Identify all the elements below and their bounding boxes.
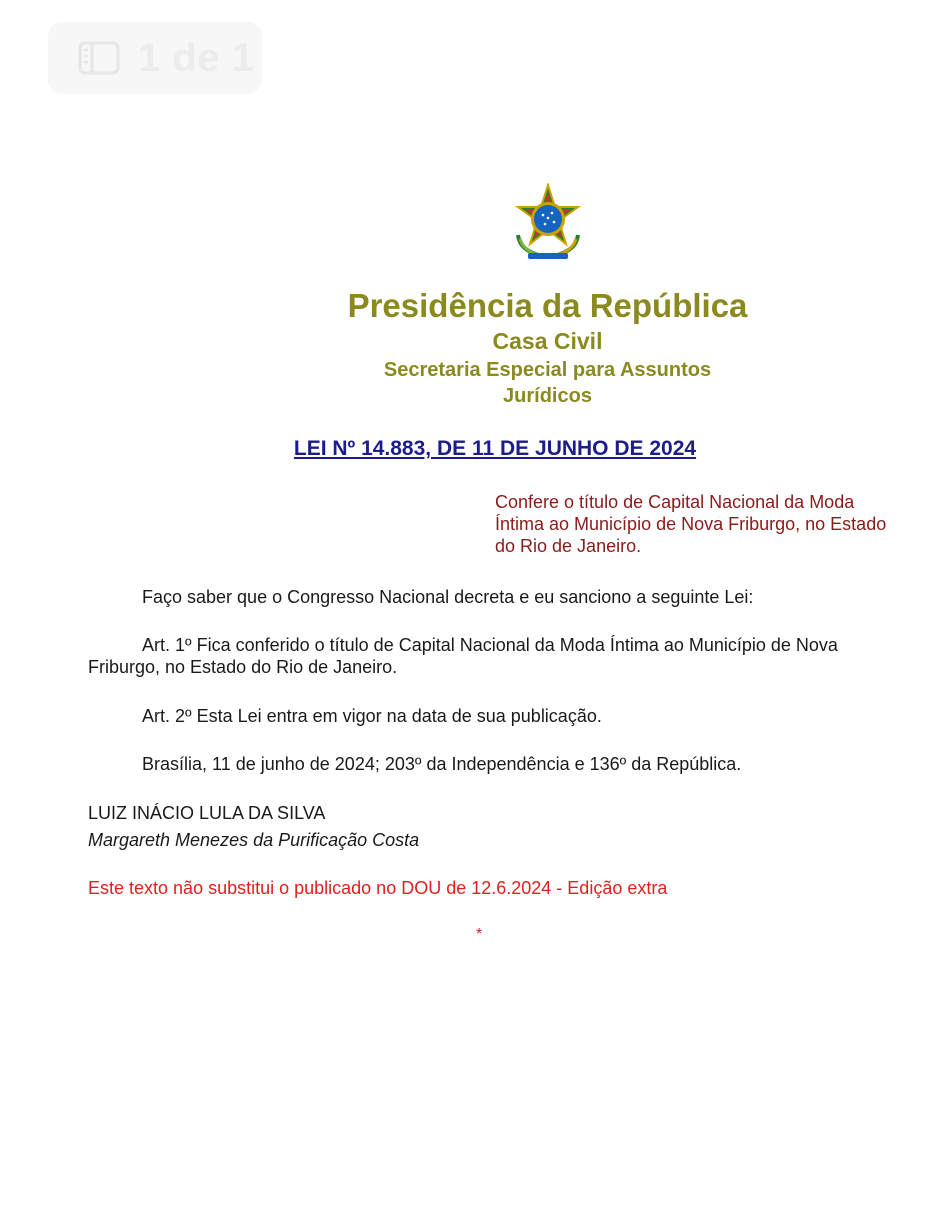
footer-asterisk: *	[476, 926, 483, 943]
presidencia-heading: Presidência da República	[347, 287, 748, 324]
dou-notice: Este texto não substitui o publicado no DOU de 12.6.2024 - Edição extra	[88, 878, 668, 898]
place-date-paragraph: Brasília, 11 de junho de 2024; 203º da Independência e 136º da República.	[142, 754, 742, 774]
header-block	[300, 286, 795, 409]
law-ementa: Confere o título de Capital Nacional da Moda Íntima ao Município de Nova Friburgo, no Estado do Rio de Janeiro.	[495, 492, 887, 556]
signer-minister: Margareth Menezes da Purificação Costa	[88, 830, 420, 850]
law-title-link[interactable]: LEI Nº 14.883, DE 11 DE JUNHO DE 2024	[293, 437, 697, 460]
signer-president: LUIZ INÁCIO LULA DA SILVA	[88, 803, 326, 823]
casa-civil-heading: Casa Civil	[492, 328, 603, 354]
secretaria-heading: Secretaria Especial para Assuntos Jurídicos	[383, 359, 712, 407]
page-indicator-label: 1 de 1	[138, 35, 255, 80]
coat-of-arms-icon	[510, 183, 586, 261]
sidebar-toggle-icon[interactable]	[78, 41, 120, 75]
preamble-paragraph: Faço saber que o Congresso Nacional decreta e eu sanciono a seguinte Lei:	[142, 587, 754, 607]
page-indicator[interactable]	[48, 22, 262, 94]
article-2-paragraph: Art. 2º Esta Lei entra em vigor na data de sua publicação.	[142, 706, 602, 726]
article-1-paragraph: Art. 1º Fica conferido o título de Capital Nacional da Moda Íntima ao Município de Nova Friburgo, no Estado do Rio de Janeiro.	[88, 635, 838, 677]
